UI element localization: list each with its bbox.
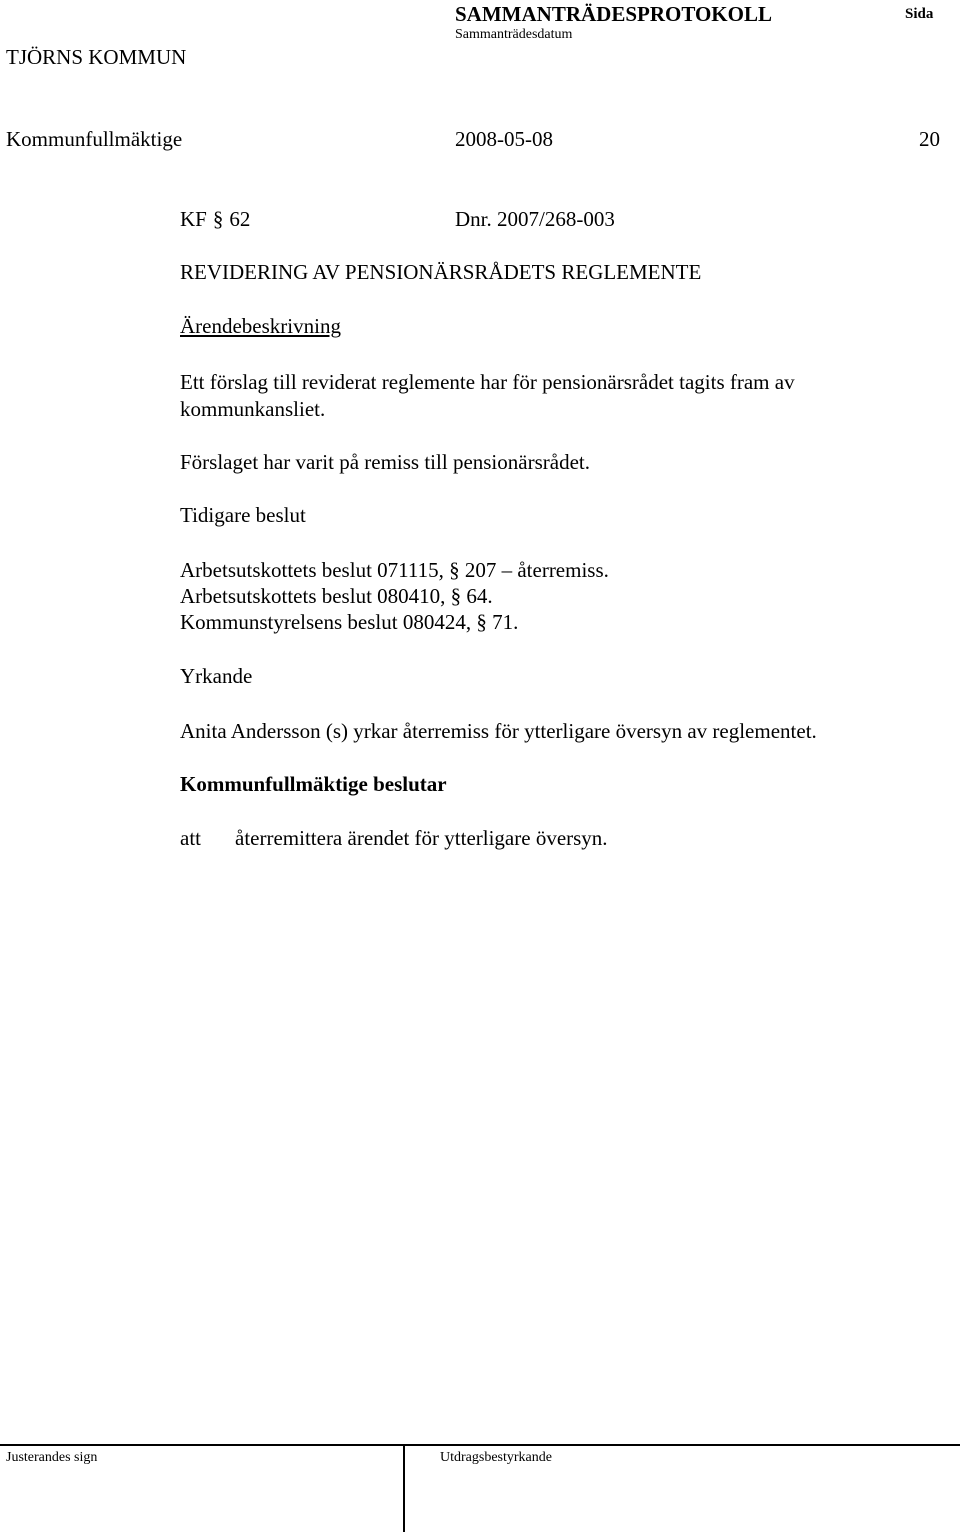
remiss-paragraph: Förslaget har varit på remiss till pensionärsrådet. <box>180 450 590 474</box>
decision-heading: Kommunfullmäktige beslutar <box>180 772 447 796</box>
decision-text: återremittera ärendet för ytterligare översyn. <box>235 826 608 850</box>
protocol-title: SAMMANTRÄDESPROTOKOLL <box>455 2 772 26</box>
att-label: att <box>180 826 201 850</box>
meeting-date: 2008-05-08 <box>455 127 553 151</box>
diary-number: Dnr. 2007/268-003 <box>455 207 615 231</box>
section-symbol: § <box>476 610 487 634</box>
organization-name: TJÖRNS KOMMUN <box>6 45 187 69</box>
section-symbol: § <box>449 558 460 582</box>
page-number: 20 <box>919 127 940 151</box>
case-prefix: KF <box>180 207 207 231</box>
section-symbol: § <box>450 584 462 608</box>
justerandes-sign-label: Justerandes sign <box>6 1450 98 1465</box>
arendebeskrivning-heading: Ärendebeskrivning <box>180 314 341 338</box>
assembly-name: Kommunfullmäktige <box>6 127 183 151</box>
list-item: Kommunstyrelsens beslut 080424, § 71. <box>180 610 519 634</box>
tidigare-beslut-heading: Tidigare beslut <box>180 503 306 527</box>
list-item: Arbetsutskottets beslut 071115, § 207 – återremiss. <box>180 558 609 582</box>
footer-divider <box>0 1444 960 1446</box>
page-label: Sida <box>905 6 934 22</box>
case-title: REVIDERING AV PENSIONÄRSRÅDETS REGLEMENTE <box>180 260 702 284</box>
tidigare-beslut-list <box>180 557 609 635</box>
section-symbol: § <box>212 207 224 231</box>
list-item: Arbetsutskottets beslut 080410, § 64. <box>180 584 493 608</box>
case-number <box>180 207 250 232</box>
case-kf-number: 62 <box>229 207 251 231</box>
arendebeskrivning-paragraph: Ett förslag till reviderat reglemente har för pensionärsrådet tagits fram av kommunkansliet. <box>180 370 795 421</box>
yrkande-text: Anita Andersson (s) yrkar återremiss för ytterligare översyn av reglementet. <box>180 719 817 743</box>
meeting-date-label: Sammanträdesdatum <box>455 27 573 42</box>
yrkande-heading: Yrkande <box>180 664 253 688</box>
utdragsbestyrkande-label: Utdragsbestyrkande <box>440 1450 552 1465</box>
footer-column-divider <box>403 1444 405 1532</box>
